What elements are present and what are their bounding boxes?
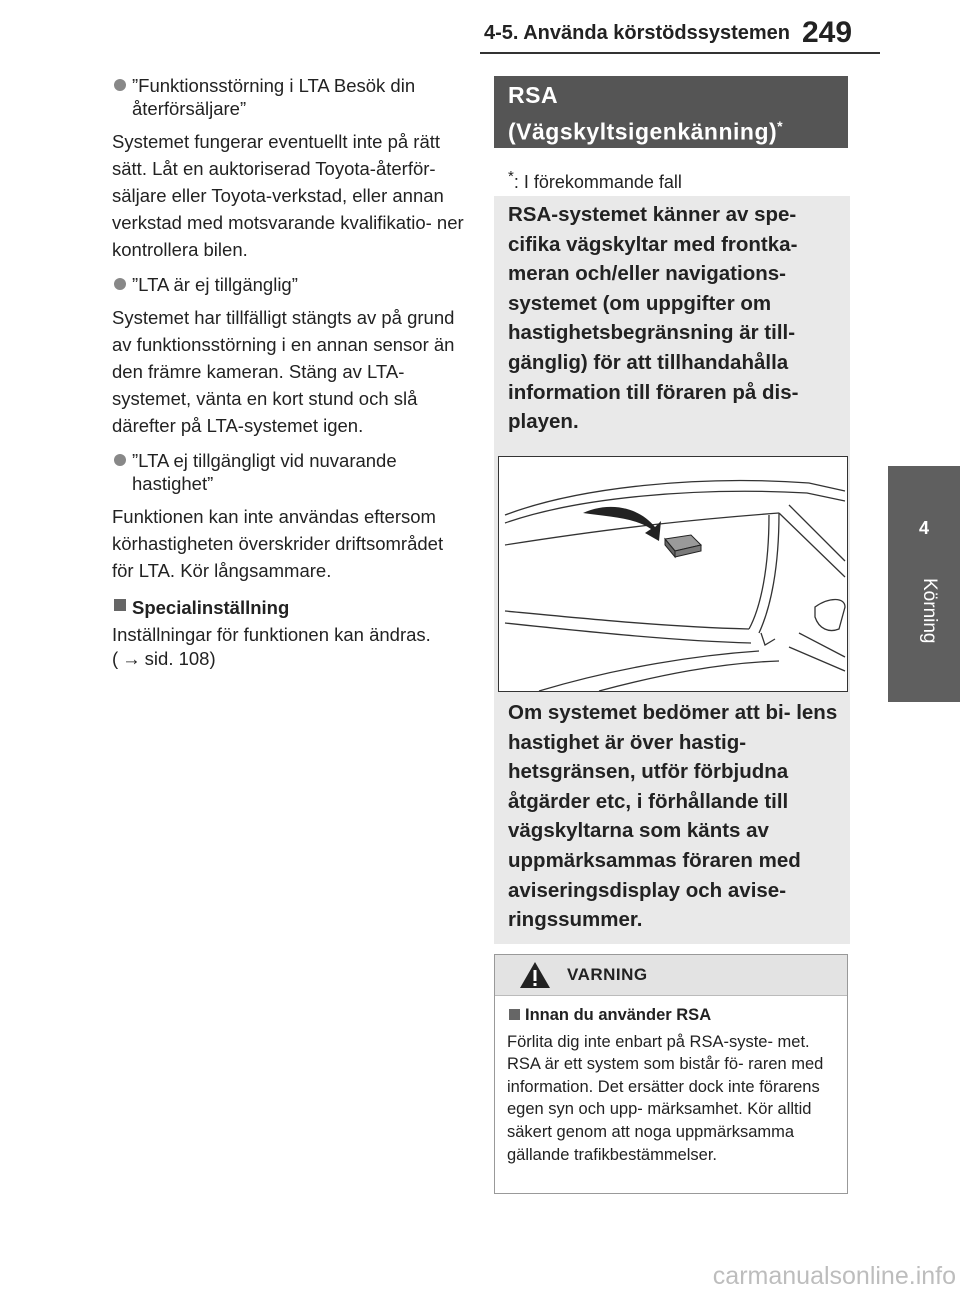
rsa-title-footnote-mark: * [777,118,784,134]
footnote-text: : I förekommande fall [513,172,682,192]
rsa-title-line2 [508,111,834,148]
page-reference[interactable] [112,647,467,671]
bullet-item [112,449,467,495]
windshield-camera-svg [499,457,847,691]
warning-box [494,954,848,1194]
warning-subheading [507,1004,835,1027]
square-bullet-icon [509,1009,520,1020]
rsa-title-line1: RSA [508,82,559,108]
warning-text: Förlita dig inte enbart på RSA-syste- met. RSA är ett system som bistår fö- raren med information. Det ersätter dock inte förarens egen syn och upp- märksamhet. Kör alltid säkert genom att noga uppmärksamma gällande trafikbestämmelser. [507,1032,824,1164]
chapter-label: Körning [919,578,940,644]
special-heading-text: Specialinställning [132,597,290,618]
paragraph: Systemet har tillfälligt stängts av på grund av funktionsstörning i en annan sensor än den främre kameran. Stäng av LTA-systemet, vänta en kort stund och slå därefter på LTA-systemet igen. [112,307,455,436]
bullet-text: ”Funktionsstörning i LTA Besök din återförsäljare” [132,75,416,119]
square-bullet-icon [114,599,126,611]
watermark: carmanualsonline.info [712,1262,956,1290]
ref-text: sid. 108) [144,648,216,669]
rsa-warning-behavior-text: Om systemet bedömer att bi- lens hastighet är över hastig- hetsgränsen, utför förbjudna åtgärder etc, i förhållande till vägskyltarna som känts av uppmärksammas föraren med aviseringsdisplay och avise- ringssummer. [508,701,838,932]
warning-subheading-text: Innan du använder RSA [525,1006,712,1024]
warning-triangle-icon [519,961,551,989]
special-setting-heading [112,594,467,621]
warning-body [495,996,847,1170]
bullet-text: ”LTA ej tillgängligt vid nuvarande hastighet” [132,450,397,494]
footnote [508,168,838,193]
special-setting-body: Inställningar för funktionen kan ändras. [112,624,431,645]
bullet-text: ”LTA är ej tillgänglig” [132,274,298,295]
bullet-dot-icon [114,454,126,466]
left-column [112,74,467,671]
ref-open-paren: ( [112,648,119,669]
footnote-mark: * [508,168,514,185]
header-divider [480,52,880,54]
rsa-title-box [494,76,848,148]
bullet-dot-icon [114,79,126,91]
page-number: 249 [802,16,853,49]
rsa-intro-text: RSA-systemet känner av spe- cifika vägskyltar med frontka- meran och/eller navigations- systemet (om uppgifter om hastighetsbegränsning är till- gänglig) för att tillhandahålla information till föraren på dis- playen. [508,203,799,434]
arrow-right-icon: → [122,648,141,669]
section-title: 4-5. Använda körstödssystemen [483,22,790,44]
bullet-item [112,273,467,296]
warning-header [495,955,847,996]
paragraph: Systemet fungerar eventuellt inte på rätt sätt. Låt en auktoriserad Toyota-återför- säljare eller Toyota-verkstad, eller annan verkstad med motsvarande kvalifikatio- ner kontrollera bilen. [112,131,464,260]
bullet-dot-icon [114,278,126,290]
paragraph: Funktionen kan inte användas eftersom körhastigheten överskrider driftsområdet för LTA. Kör långsammare. [112,506,444,581]
rsa-title-text: (Vägskyltsigenkänning) [508,118,778,145]
chapter-number: 4 [918,518,929,538]
windshield-camera-illustration [498,456,848,692]
bullet-item [112,74,467,120]
rsa-info-box [494,196,850,944]
chapter-tab [888,466,960,702]
warning-title: VARNING [567,965,648,984]
